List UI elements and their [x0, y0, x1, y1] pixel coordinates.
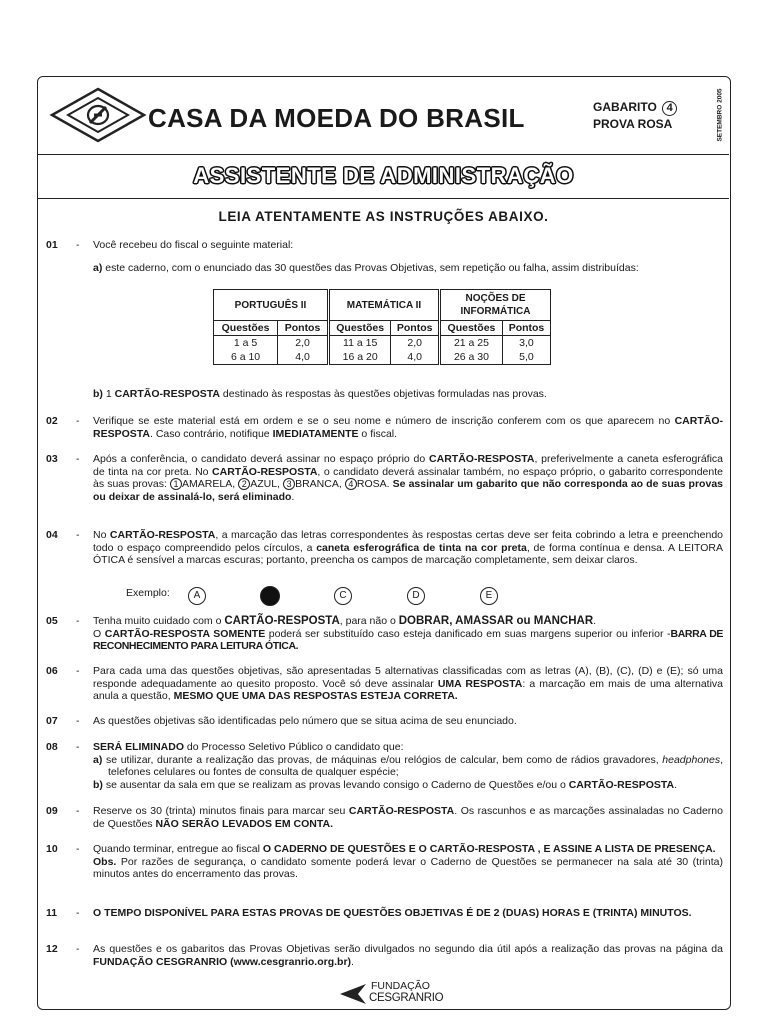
- item-dash: -: [76, 907, 80, 919]
- item-text: AZUL,: [250, 478, 284, 490]
- sub-text: 1: [105, 388, 115, 400]
- table-subheader: Questões: [440, 321, 503, 336]
- item-text-bold: O CADERNO DE QUESTÕES E O CARTÃO-RESPOSTA , E ASSINE A LISTA DE PRESENÇA.: [262, 843, 716, 855]
- footer-line2: CESGRANRIO: [369, 992, 444, 1004]
- item-number: 09: [46, 805, 58, 817]
- item-number: 05: [46, 615, 58, 627]
- item-text-bold: UMA RESPOSTA: [437, 677, 523, 690]
- table-row: [214, 350, 551, 365]
- item-text-bold: O TEMPO DISPONÍVEL PARA ESTAS PROVAS DE QUESTÕES OBJETIVAS É DE 2 (DUAS) HORAS E (TRINTA) MINUTOS.: [93, 907, 692, 919]
- table-cell: 3,0: [502, 336, 550, 351]
- item-dash: -: [76, 415, 80, 427]
- item-text: AMARELA,: [182, 478, 239, 490]
- header: [38, 77, 729, 155]
- item-text-bold: CARTÃO-RESPOSTA: [348, 805, 455, 817]
- sub-label: a): [93, 261, 103, 274]
- item-number: 04: [46, 529, 58, 541]
- prova-label: PROVA ROSA: [593, 117, 673, 131]
- item-text: .: [291, 490, 295, 503]
- item-text-bold: SERÁ ELIMINADO: [93, 741, 185, 753]
- item-number: 01: [46, 239, 58, 251]
- page-title: ASSISTENTE DE ADMINISTRAÇÃO: [193, 163, 574, 188]
- item-text: BRANCA,: [295, 478, 345, 490]
- item-text: . Caso contrário, notifique: [149, 427, 273, 440]
- sub-text: destinado às respostas às questões objetivas formuladas nas provas.: [220, 388, 547, 400]
- example-bubble-c: C: [334, 587, 352, 605]
- table-cell: 4,0: [391, 350, 440, 365]
- table-header: PORTUGUÊS II: [214, 290, 329, 321]
- item-text: ROSA.: [356, 478, 393, 490]
- questions-table: [213, 289, 551, 365]
- item-text: poderá ser substituído caso esteja danificado em suas margens superior ou inferior -: [265, 627, 671, 640]
- item-text-bold: caneta esferográfica de tinta na cor preta: [316, 541, 527, 554]
- item-text: : a marcação em mais de uma alternativa anula a questão,: [93, 677, 723, 702]
- item-dash: -: [76, 805, 80, 817]
- item-number: 12: [46, 943, 58, 955]
- casa-da-moeda-logo: [48, 85, 148, 145]
- item-text-bold: Se assinalar um gabarito que não corresponda ao de suas provas ou deixar de assinalá-lo, será eliminado: [93, 478, 723, 503]
- sub-text: .: [674, 778, 678, 791]
- item-text: .: [351, 955, 354, 968]
- item-text-bold: IMEDIATAMENTE: [272, 427, 359, 440]
- sub-text-bold: CARTÃO-RESPOSTA: [114, 388, 220, 400]
- sub-label: b): [93, 388, 103, 400]
- sub-text: este caderno, com o enunciado das 30 questões das Provas Objetivas, sem repetição ou falha, assim distribuídas:: [105, 261, 639, 274]
- item-text-bold: CARTÃO-RESPOSTA: [212, 465, 318, 478]
- option-circle: 3: [283, 478, 295, 490]
- vertical-date: [715, 85, 725, 145]
- item-text: Você recebeu do fiscal o seguinte material:: [93, 239, 294, 251]
- table-cell: 2,0: [391, 336, 440, 351]
- instructions-heading: LEIA ATENTAMENTE AS INSTRUÇÕES ABAIXO.: [218, 209, 549, 224]
- item-text-bold: BARRA DE RECONHECIMENTO PARA LEITURA ÓTICA.: [93, 627, 723, 652]
- item-text-bold: MESMO QUE UMA DAS RESPOSTAS ESTEJA CORRETA.: [173, 690, 458, 702]
- item-text: , preferivelmente a caneta esferográfica de tinta na cor preta. No: [93, 453, 723, 478]
- item-dash: -: [76, 943, 80, 955]
- table-header: MATEMÁTICA II: [329, 290, 440, 321]
- footer-line1: FUNDAÇÃO: [371, 980, 430, 992]
- item-text: As questões objetivas são identificadas pelo número que se situa acima de seu enunciado.: [93, 715, 517, 727]
- vertical-date-text: SETEMBRO 2005: [716, 88, 724, 142]
- sub-label: b): [93, 778, 103, 791]
- example-label: Exemplo:: [126, 587, 170, 599]
- table-cell: 11 a 15: [329, 336, 391, 351]
- item-dash: -: [76, 453, 80, 465]
- item-number: 07: [46, 715, 58, 727]
- item-text: do Processo Seletivo Público o candidato que:: [184, 741, 404, 753]
- item-text: , o candidato deverá assinalar também, no espaço próprio, o gabarito correspondente às suas provas:: [93, 465, 723, 490]
- sub-text-bold: CARTÃO-RESPOSTA: [568, 778, 675, 791]
- example-bubble-e: E: [480, 587, 498, 605]
- item-text: , a marcação das letras correspondentes às respostas certas deve ser feita cobrindo a letra e preenchendo todo o espaço compreendido pelos círculos, a: [93, 529, 723, 554]
- example-bubble-a: A: [188, 587, 206, 605]
- table-cell: 5,0: [502, 350, 550, 365]
- item-text: Após a conferência, o candidato deverá assinar no espaço próprio do: [93, 453, 430, 465]
- item-number: 06: [46, 665, 58, 677]
- sub-text: se utilizar, durante a realização das provas, de máquinas e/ou relógios de calcular, bem como de rádios gravadores,: [105, 753, 663, 766]
- item-text: .: [593, 615, 597, 627]
- item-text: Tenha muito cuidado com o: [93, 615, 225, 627]
- table-row: [214, 336, 551, 351]
- item-number: 02: [46, 415, 58, 427]
- table-cell: 4,0: [278, 350, 329, 365]
- item-text-bold: CARTÃO-RESPOSTA: [429, 453, 535, 465]
- item-number: 03: [46, 453, 58, 465]
- item-text: . Os rascunhos e as marcações assinaladas no Caderno de Questões: [93, 805, 723, 830]
- option-circle: 1: [170, 478, 182, 490]
- table-cell: 1 a 5: [214, 336, 278, 351]
- table-subheader: Pontos: [502, 321, 550, 336]
- item-text-bold: NÃO SERÃO LEVADOS EM CONTA.: [155, 817, 334, 830]
- option-circle: 2: [238, 478, 250, 490]
- table-cell: 26 a 30: [440, 350, 503, 365]
- table-cell: 6 a 10: [214, 350, 278, 365]
- table-subheader: Questões: [329, 321, 391, 336]
- item-text: As questões e os gabaritos das Provas Objetivas serão divulgados no segundo dia útil após a realização das provas na página da: [93, 943, 723, 955]
- item-text: Verifique se este material está em ordem e se o seu nome e número de inscrição conferem com os que aparecem no: [93, 415, 675, 427]
- item-text: O: [93, 627, 105, 640]
- item-number: 08: [46, 741, 58, 753]
- item-text-bold: CARTÃO-RESPOSTA: [224, 615, 340, 627]
- title-bar: [38, 155, 729, 199]
- table-header: NOÇÕES DE INFORMÁTICA: [440, 290, 551, 321]
- sub-label: a): [93, 753, 103, 766]
- item-text: , de forma contínua e densa. A LEITORA ÓTICA é sensível a marcas escuras; portanto, preencha os campos de marcação completamente, sem deixar claros.: [93, 541, 724, 566]
- page-frame: [37, 76, 731, 1010]
- sub-text: se ausentar da sala em que se realizam as provas levando consigo o Caderno de Questões e/ou o: [105, 778, 569, 791]
- item-dash: -: [76, 843, 80, 855]
- item-dash: -: [76, 741, 80, 753]
- item-text: o fiscal.: [358, 427, 398, 440]
- item-text-bold: CARTÃO-RESPOSTA SOMENTE: [104, 627, 266, 640]
- item-text: Para cada uma das questões objetivas, são apresentadas 5 alternativas classificadas com as letras (A), (B), (C), (D) e (E); só uma responde adequadamente ao quesito proposto. Você só deve assinalar: [93, 665, 723, 690]
- item-number: 10: [46, 843, 58, 855]
- item-dash: -: [76, 665, 80, 677]
- sub-text-italic: headphones: [662, 753, 721, 766]
- gabarito-number: 4: [662, 101, 677, 116]
- item-text: Quando terminar, entregue ao fiscal: [93, 843, 263, 855]
- item-text: No: [93, 529, 110, 541]
- cesgranrio-arrow-icon: [338, 983, 368, 1005]
- sub-text: , telefones celulares ou fontes de consulta de qualquer espécie;: [108, 753, 724, 778]
- item-text-bold: DOBRAR, AMASSAR ou MANCHAR: [398, 615, 594, 627]
- table-cell: 16 a 20: [329, 350, 391, 365]
- item-dash: -: [76, 715, 80, 727]
- example-bubble-d: D: [407, 587, 425, 605]
- item-text: Reserve os 30 (trinta) minutos finais para marcar seu: [93, 805, 349, 817]
- table-subheader: Pontos: [278, 321, 329, 336]
- cesgranrio-logo: [338, 980, 444, 1008]
- item-text-bold: CARTÃO-RESPOSTA: [109, 529, 216, 541]
- item-text-bold: FUNDAÇÃO CESGRANRIO (www.cesgranrio.org.br): [93, 955, 352, 968]
- gabarito-label: GABARITO: [593, 100, 657, 114]
- item-text: Por razões de segurança, o candidato somente poderá levar o Caderno de Questões se permanecer na sala até 30 (trinta) minutos antes do encerramento das provas.: [93, 855, 723, 880]
- item-text-bold: CARTÃO-RESPOSTA: [93, 415, 723, 440]
- item-dash: -: [76, 615, 80, 627]
- item-dash: -: [76, 529, 80, 541]
- item-text: , para não o: [339, 615, 399, 627]
- gabarito-info: [593, 99, 677, 133]
- brand-name: CASA DA MOEDA DO BRASIL: [148, 103, 525, 133]
- table-cell: 21 a 25: [440, 336, 503, 351]
- obs-label: Obs.: [93, 855, 117, 868]
- table-subheader: Questões: [214, 321, 278, 336]
- table-cell: 2,0: [278, 336, 329, 351]
- example-bubble-filled: [260, 586, 280, 606]
- option-circle: 4: [345, 478, 357, 490]
- item-number: 11: [46, 907, 58, 919]
- table-subheader: Pontos: [391, 321, 440, 336]
- item-dash: -: [76, 239, 80, 251]
